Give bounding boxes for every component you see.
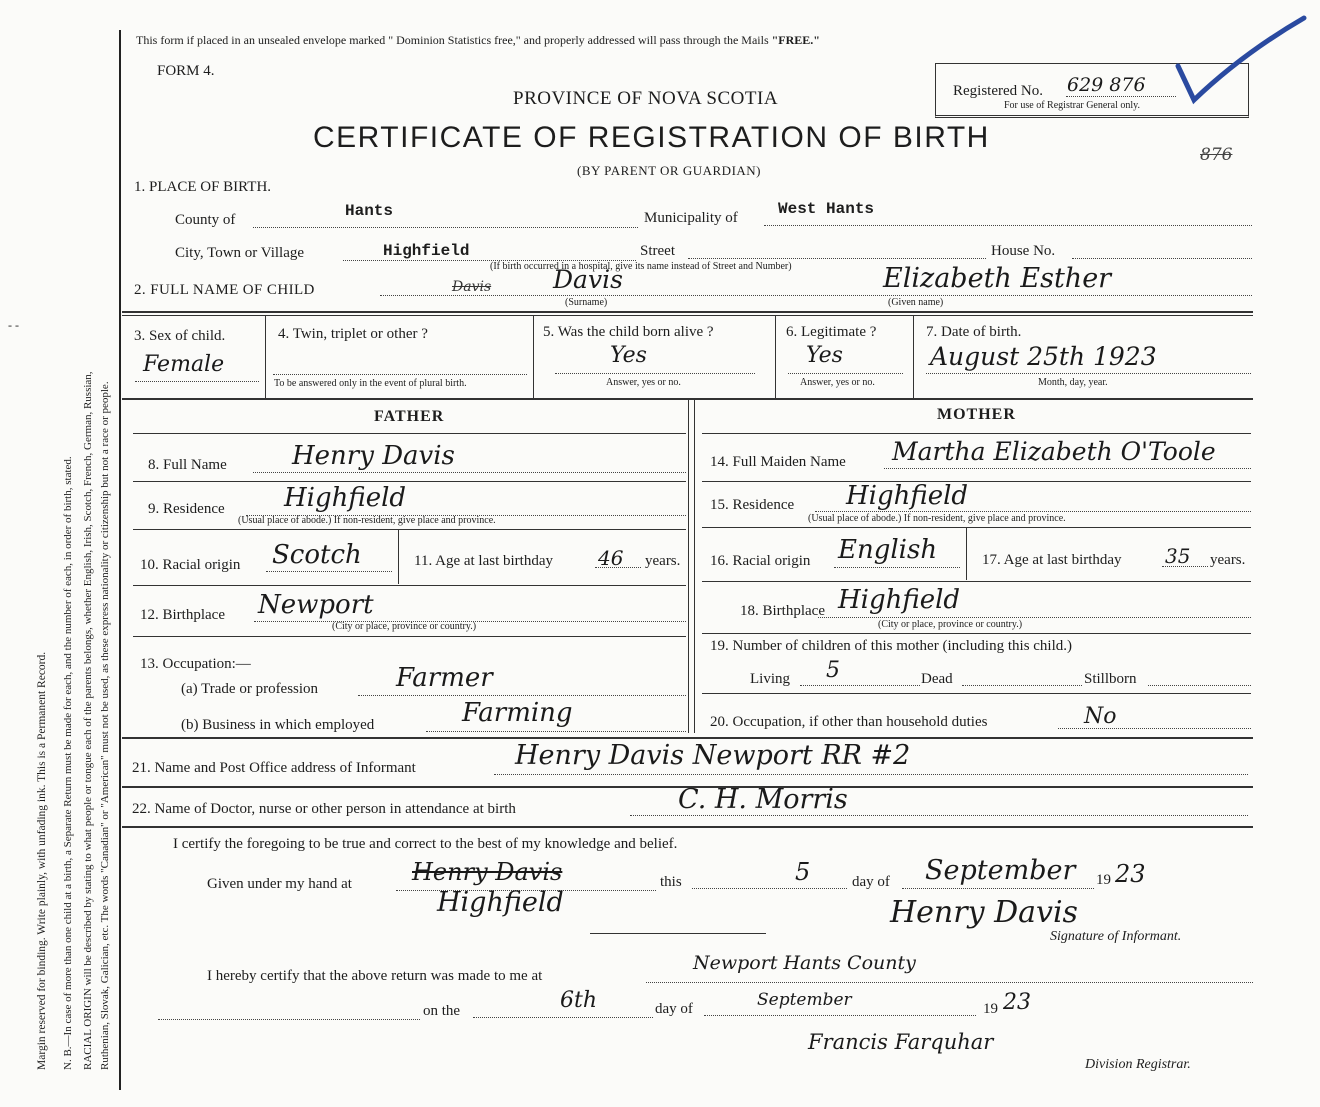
given-label: Given under my hand at xyxy=(207,876,352,892)
father-occupation-label: 13. Occupation:— xyxy=(140,656,251,672)
informant-signature: Henry Davis xyxy=(890,895,1078,930)
registrar-dayof-label: day of xyxy=(655,1001,693,1017)
certify-year-value: 23 xyxy=(1115,860,1146,888)
municipality-label: Municipality of xyxy=(644,210,738,226)
informant-label: 21. Name and Post Office address of Informant xyxy=(132,760,416,776)
father-birthplace-label: 12. Birthplace xyxy=(140,607,225,623)
street-label: Street xyxy=(640,243,675,259)
mother-age-value: 35 xyxy=(1165,544,1191,568)
certify-dayof-label: day of xyxy=(852,874,890,890)
city-label: City, Town or Village xyxy=(175,245,305,261)
father-birthplace-caption: (City or place, province or country.) xyxy=(332,621,477,632)
certify-statement: I certify the foregoing to be true and correct to the best of my knowledge and belief. xyxy=(173,836,678,852)
father-residence-label: 9. Residence xyxy=(148,501,225,517)
certificate-subtitle: (BY PARENT OR GUARDIAN) xyxy=(577,163,762,178)
alive-value: Yes xyxy=(610,343,647,368)
stillborn-label: Stillborn xyxy=(1084,671,1137,687)
registrar-year-value: 23 xyxy=(1003,990,1031,1015)
child-surname: Davis xyxy=(553,265,623,294)
margin-tick: - - xyxy=(8,318,19,332)
given-place: Highfield xyxy=(437,887,564,918)
dob-value: August 25th 1923 xyxy=(930,342,1157,371)
house-label: House No. xyxy=(991,243,1056,259)
mother-residence-value: Highfield xyxy=(846,481,969,511)
mother-residence-caption: (Usual place of abode.) If non-resident, give place and province. xyxy=(808,513,1066,524)
mother-birthplace-label: 18. Birthplace xyxy=(740,603,825,619)
mother-name-value: Martha Elizabeth O'Toole xyxy=(892,437,1216,466)
mail-note: This form if placed in an unsealed envelope marked " Dominion Statistics free," and properly addressed will pass through the Mails "FREE." xyxy=(136,33,820,47)
father-name-value: Henry Davis xyxy=(292,441,455,471)
children-count-label: 19. Number of children of this mother (including this child.) xyxy=(710,638,1073,654)
margin-note-4: Ruthenian, Slovak, Galician, etc. The words "Canadian" or "American" must not be used, as these express nationality or citizenship but not a race or people. xyxy=(99,381,111,1070)
father-birthplace-value: Newport xyxy=(258,590,374,620)
legitimate-caption: Answer, yes or no. xyxy=(800,377,875,388)
mother-occupation-label: 20. Occupation, if other than household duties xyxy=(710,714,988,730)
margin-note-3: RACIAL ORIGIN will be described by stating to what people or tongue each of the parents belongs, whether English, Irish, Scotch, French, German, Russian, xyxy=(82,371,94,1070)
informant-value: Henry Davis Newport RR #2 xyxy=(515,740,911,771)
sex-label: 3. Sex of child. xyxy=(134,328,226,344)
father-age-unit: years. xyxy=(645,553,681,569)
dob-label: 7. Date of birth. xyxy=(926,324,1022,340)
registrar-place: Newport Hants County xyxy=(693,952,916,974)
father-age-label: 11. Age at last birthday xyxy=(414,553,553,569)
registrar-caption: Division Registrar. xyxy=(1085,1057,1191,1072)
registrar-onthe-label: on the xyxy=(423,1003,461,1019)
registrar-day-value: 6th xyxy=(560,988,598,1013)
check-mark xyxy=(1172,14,1312,110)
child-name-label: 2. FULL NAME OF CHILD xyxy=(134,282,315,298)
mother-occupation-value: No xyxy=(1084,704,1117,729)
form-number: FORM 4. xyxy=(157,63,215,79)
surname-caption: (Surname) xyxy=(565,297,608,308)
father-age-value: 46 xyxy=(598,546,624,570)
mother-birthplace-value: Highfield xyxy=(838,585,961,615)
father-business-label: (b) Business in which employed xyxy=(181,717,375,733)
mother-name-label: 14. Full Maiden Name xyxy=(710,454,846,470)
alive-label: 5. Was the child born alive ? xyxy=(543,324,714,340)
father-heading: FATHER xyxy=(374,408,445,425)
mother-residence-label: 15. Residence xyxy=(710,497,795,513)
dead-label: Dead xyxy=(921,671,953,687)
mother-race-label: 16. Racial origin xyxy=(710,553,811,569)
mother-age-unit: years. xyxy=(1210,552,1246,568)
mother-heading: MOTHER xyxy=(937,406,1016,423)
registrar-year-prefix: 19 xyxy=(983,1001,998,1017)
mother-race-value: English xyxy=(838,535,938,565)
registrar-signature: Francis Farquhar xyxy=(808,1030,994,1054)
given-caption: (Given name) xyxy=(888,297,944,308)
father-race-value: Scotch xyxy=(272,540,362,570)
certify-month-value: September xyxy=(925,855,1076,886)
father-residence-caption: (Usual place of abode.) If non-resident, give place and province. xyxy=(238,515,496,526)
child-name-struck: Davis xyxy=(452,279,492,295)
registrar-note: For use of Registrar General only. xyxy=(1004,100,1140,111)
margin-rule xyxy=(119,30,121,1090)
dob-caption: Month, day, year. xyxy=(1038,377,1108,388)
father-name-label: 8. Full Name xyxy=(148,457,227,473)
doctor-label: 22. Name of Doctor, nurse or other person in attendance at birth xyxy=(132,801,516,817)
registrar-statement: I hereby certify that the above return was made to me at xyxy=(207,968,543,984)
county-label: County of xyxy=(175,212,236,228)
certificate-title: CERTIFICATE OF REGISTRATION OF BIRTH xyxy=(313,121,990,154)
twin-note: To be answered only in the event of plural birth. xyxy=(274,378,467,389)
this-label: this xyxy=(660,874,682,890)
corner-mark: 876 xyxy=(1200,145,1233,165)
county-value: Hants xyxy=(345,202,394,220)
place-section-label: 1. PLACE OF BIRTH. xyxy=(134,179,272,195)
living-label: Living xyxy=(750,671,790,687)
certify-year-prefix: 19 xyxy=(1096,872,1111,888)
child-given-name: Elizabeth Esther xyxy=(883,263,1112,294)
margin-note-2: N. B.—In case of more than one child at a birth, a Separate Return must be made for each, and the number of each, in order of birth, stated. xyxy=(62,456,74,1070)
father-race-label: 10. Racial origin xyxy=(140,557,241,573)
municipality-value: West Hants xyxy=(778,200,875,218)
father-trade-value: Farmer xyxy=(396,663,493,693)
registered-number: 629 876 xyxy=(1067,74,1146,96)
twin-label: 4. Twin, triplet or other ? xyxy=(278,326,428,342)
city-value: Highfield xyxy=(383,242,470,260)
living-value: 5 xyxy=(826,658,840,683)
registered-label: Registered No. xyxy=(953,83,1043,99)
legitimate-label: 6. Legitimate ? xyxy=(786,324,877,340)
doctor-value: C. H. Morris xyxy=(678,784,848,815)
hospital-note: (If birth occurred in a hospital, give its name instead of Street and Number) xyxy=(490,261,792,272)
province-title: PROVINCE OF NOVA SCOTIA xyxy=(513,88,779,109)
sex-value: Female xyxy=(143,352,225,377)
legitimate-value: Yes xyxy=(806,343,843,368)
mother-birthplace-caption: (City or place, province or country.) xyxy=(878,619,1023,630)
father-trade-label: (a) Trade or profession xyxy=(181,681,319,697)
father-residence-value: Highfield xyxy=(284,483,407,513)
alive-caption: Answer, yes or no. xyxy=(606,377,681,388)
registrar-month-value: September xyxy=(757,990,852,1010)
father-business-value: Farming xyxy=(462,698,573,728)
margin-note-1: Margin reserved for binding. Write plainly, with unfading ink. This is a Permanent Record. xyxy=(36,651,48,1070)
given-struck: Henry Davis xyxy=(412,858,563,886)
mother-age-label: 17. Age at last birthday xyxy=(982,552,1122,568)
certify-day-value: 5 xyxy=(795,858,811,886)
informant-signature-caption: Signature of Informant. xyxy=(1050,929,1182,944)
